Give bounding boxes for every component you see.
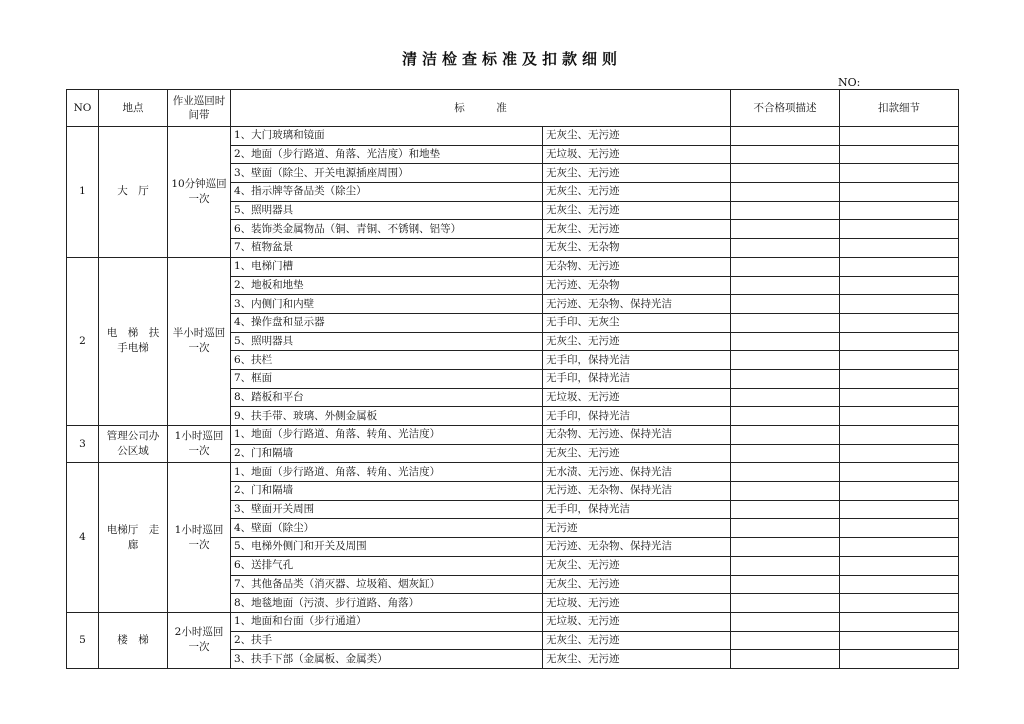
check-item: 3、扶手下部（金属板、金属类） bbox=[231, 650, 543, 669]
check-standard: 无灰尘、无污迹 bbox=[543, 127, 731, 146]
check-standard: 无灰尘、无杂物 bbox=[543, 239, 731, 258]
header-standard: 标 准 bbox=[231, 90, 731, 127]
check-standard: 无污迹、无杂物、保持光洁 bbox=[543, 482, 731, 501]
check-item: 4、壁面（除尘） bbox=[231, 519, 543, 538]
deduction-cell[interactable] bbox=[840, 332, 959, 351]
section-interval: 10分钟巡回一次 bbox=[168, 127, 231, 258]
header-location: 地点 bbox=[99, 90, 168, 127]
table-row bbox=[67, 257, 959, 276]
nonconform-cell[interactable] bbox=[731, 519, 840, 538]
check-standard: 无垃圾、无污迹 bbox=[543, 388, 731, 407]
nonconform-cell[interactable] bbox=[731, 500, 840, 519]
check-standard: 无灰尘、无污迹 bbox=[543, 556, 731, 575]
check-standard: 无灰尘、无污迹 bbox=[543, 201, 731, 220]
check-item: 1、大门玻璃和镜面 bbox=[231, 127, 543, 146]
section-number: 4 bbox=[67, 463, 99, 613]
table-row bbox=[67, 426, 959, 445]
check-item: 6、扶栏 bbox=[231, 351, 543, 370]
check-standard: 无灰尘、无污迹 bbox=[543, 631, 731, 650]
nonconform-cell[interactable] bbox=[731, 463, 840, 482]
check-item: 3、壁面开关周围 bbox=[231, 500, 543, 519]
section-number: 3 bbox=[67, 426, 99, 463]
section-number: 1 bbox=[67, 127, 99, 258]
check-item: 3、壁面（除尘、开关电源插座周围） bbox=[231, 164, 543, 183]
deduction-cell[interactable] bbox=[840, 463, 959, 482]
check-item: 5、照明器具 bbox=[231, 201, 543, 220]
check-item: 2、扶手 bbox=[231, 631, 543, 650]
section-interval: 2小时巡回一次 bbox=[168, 612, 231, 668]
check-item: 2、门和隔墙 bbox=[231, 444, 543, 463]
deduction-cell[interactable] bbox=[840, 145, 959, 164]
deduction-cell[interactable] bbox=[840, 313, 959, 332]
check-standard: 无手印，保持光洁 bbox=[543, 407, 731, 426]
deduction-cell[interactable] bbox=[840, 351, 959, 370]
section-location: 电 梯 扶手电梯 bbox=[99, 257, 168, 425]
check-item: 8、踏板和平台 bbox=[231, 388, 543, 407]
deduction-cell[interactable] bbox=[840, 519, 959, 538]
check-item: 4、操作盘和显示器 bbox=[231, 313, 543, 332]
check-item: 9、扶手带、玻璃、外侧金属板 bbox=[231, 407, 543, 426]
section-interval: 1小时巡回一次 bbox=[168, 426, 231, 463]
nonconform-cell[interactable] bbox=[731, 145, 840, 164]
nonconform-cell[interactable] bbox=[731, 444, 840, 463]
check-standard: 无灰尘、无污迹 bbox=[543, 444, 731, 463]
nonconform-cell[interactable] bbox=[731, 295, 840, 314]
page-title: 清洁检查标准及扣款细则 bbox=[401, 50, 622, 68]
check-item: 2、地面（步行路道、角落、光洁度）和地垫 bbox=[231, 145, 543, 164]
nonconform-cell[interactable] bbox=[731, 313, 840, 332]
deduction-cell[interactable] bbox=[840, 127, 959, 146]
section-location: 管理公司办公区域 bbox=[99, 426, 168, 463]
deduction-cell[interactable] bbox=[840, 239, 959, 258]
check-item: 1、电梯门槽 bbox=[231, 257, 543, 276]
check-item: 2、门和隔墙 bbox=[231, 482, 543, 501]
nonconform-cell[interactable] bbox=[731, 426, 840, 445]
section-number: 5 bbox=[67, 612, 99, 668]
nonconform-cell[interactable] bbox=[731, 332, 840, 351]
check-standard: 无手印，保持光洁 bbox=[543, 500, 731, 519]
check-standard: 无手印、无灰尘 bbox=[543, 313, 731, 332]
check-standard: 无垃圾、无污迹 bbox=[543, 145, 731, 164]
nonconform-cell[interactable] bbox=[731, 388, 840, 407]
check-standard: 无灰尘、无污迹 bbox=[543, 575, 731, 594]
deduction-cell[interactable] bbox=[840, 631, 959, 650]
nonconform-cell[interactable] bbox=[731, 164, 840, 183]
nonconform-cell[interactable] bbox=[731, 594, 840, 613]
deduction-cell[interactable] bbox=[840, 295, 959, 314]
deduction-cell[interactable] bbox=[840, 482, 959, 501]
nonconform-cell[interactable] bbox=[731, 201, 840, 220]
header-no: NO bbox=[67, 90, 99, 127]
deduction-cell[interactable] bbox=[840, 220, 959, 239]
check-standard: 无污迹、无杂物、保持光洁 bbox=[543, 538, 731, 557]
deduction-cell[interactable] bbox=[840, 164, 959, 183]
nonconform-cell[interactable] bbox=[731, 612, 840, 631]
header-nonconform: 不合格项描述 bbox=[731, 90, 840, 127]
check-standard: 无灰尘、无污迹 bbox=[543, 220, 731, 239]
check-item: 4、指示牌等备品类（除尘） bbox=[231, 183, 543, 202]
check-standard: 无灰尘、无污迹 bbox=[543, 332, 731, 351]
deduction-cell[interactable] bbox=[840, 257, 959, 276]
check-item: 6、装饰类金属物品（铜、青铜、不锈钢、铝等） bbox=[231, 220, 543, 239]
nonconform-cell[interactable] bbox=[731, 351, 840, 370]
nonconform-cell[interactable] bbox=[731, 631, 840, 650]
check-standard: 无垃圾、无污迹 bbox=[543, 612, 731, 631]
check-item: 7、其他备品类（消灭器、垃圾箱、烟灰缸） bbox=[231, 575, 543, 594]
nonconform-cell[interactable] bbox=[731, 257, 840, 276]
check-item: 8、地毯地面（污渍、步行道路、角落） bbox=[231, 594, 543, 613]
deduction-cell[interactable] bbox=[840, 276, 959, 295]
header-interval: 作业巡回时间带 bbox=[168, 90, 231, 127]
nonconform-cell[interactable] bbox=[731, 575, 840, 594]
section-interval: 半小时巡回一次 bbox=[168, 257, 231, 425]
nonconform-cell[interactable] bbox=[731, 276, 840, 295]
nonconform-cell[interactable] bbox=[731, 183, 840, 202]
check-item: 7、植物盆景 bbox=[231, 239, 543, 258]
check-standard: 无手印，保持光洁 bbox=[543, 369, 731, 388]
check-standard: 无灰尘、无污迹 bbox=[543, 650, 731, 669]
table-row bbox=[67, 612, 959, 631]
check-item: 6、送排气孔 bbox=[231, 556, 543, 575]
check-standard: 无灰尘、无污迹 bbox=[543, 183, 731, 202]
deduction-cell[interactable] bbox=[840, 388, 959, 407]
deduction-cell[interactable] bbox=[840, 575, 959, 594]
nonconform-cell[interactable] bbox=[731, 650, 840, 669]
table-row bbox=[67, 127, 959, 146]
deduction-cell[interactable] bbox=[840, 538, 959, 557]
check-item: 1、地面（步行路道、角落、转角、光洁度） bbox=[231, 426, 543, 445]
header-deduction: 扣款细节 bbox=[840, 90, 959, 127]
section-location: 大 厅 bbox=[99, 127, 168, 258]
inspection-table bbox=[66, 89, 959, 669]
nonconform-cell[interactable] bbox=[731, 556, 840, 575]
check-standard: 无污迹、无杂物、保持光洁 bbox=[543, 295, 731, 314]
check-item: 5、电梯外侧门和开关及周围 bbox=[231, 538, 543, 557]
check-standard: 无垃圾、无污迹 bbox=[543, 594, 731, 613]
deduction-cell[interactable] bbox=[840, 444, 959, 463]
check-standard: 无污迹 bbox=[543, 519, 731, 538]
deduction-cell[interactable] bbox=[840, 650, 959, 669]
check-item: 2、地板和地垫 bbox=[231, 276, 543, 295]
table-row bbox=[67, 463, 959, 482]
check-item: 1、地面（步行路道、角落、转角、光洁度） bbox=[231, 463, 543, 482]
deduction-cell[interactable] bbox=[840, 369, 959, 388]
check-item: 5、照明器具 bbox=[231, 332, 543, 351]
check-item: 7、框面 bbox=[231, 369, 543, 388]
nonconform-cell[interactable] bbox=[731, 369, 840, 388]
check-item: 1、地面和台面（步行通道） bbox=[231, 612, 543, 631]
document-number-label: NO: bbox=[838, 76, 861, 89]
table-body bbox=[67, 127, 959, 669]
check-standard: 无杂物、无污迹、保持光洁 bbox=[543, 426, 731, 445]
deduction-cell[interactable] bbox=[840, 426, 959, 445]
section-number: 2 bbox=[67, 257, 99, 425]
nonconform-cell[interactable] bbox=[731, 220, 840, 239]
deduction-cell[interactable] bbox=[840, 556, 959, 575]
check-standard: 无水渍、无污迹、保持光洁 bbox=[543, 463, 731, 482]
deduction-cell[interactable] bbox=[840, 201, 959, 220]
deduction-cell[interactable] bbox=[840, 612, 959, 631]
check-standard: 无杂物、无污迹 bbox=[543, 257, 731, 276]
deduction-cell[interactable] bbox=[840, 594, 959, 613]
deduction-cell[interactable] bbox=[840, 183, 959, 202]
section-interval: 1小时巡回一次 bbox=[168, 463, 231, 613]
nonconform-cell[interactable] bbox=[731, 239, 840, 258]
check-item: 3、内侧门和内壁 bbox=[231, 295, 543, 314]
nonconform-cell[interactable] bbox=[731, 482, 840, 501]
check-standard: 无污迹、无杂物 bbox=[543, 276, 731, 295]
nonconform-cell[interactable] bbox=[731, 407, 840, 426]
deduction-cell[interactable] bbox=[840, 500, 959, 519]
section-location: 电梯厅 走廊 bbox=[99, 463, 168, 613]
nonconform-cell[interactable] bbox=[731, 127, 840, 146]
check-standard: 无手印，保持光洁 bbox=[543, 351, 731, 370]
header-row bbox=[67, 90, 959, 127]
check-standard: 无灰尘、无污迹 bbox=[543, 164, 731, 183]
nonconform-cell[interactable] bbox=[731, 538, 840, 557]
deduction-cell[interactable] bbox=[840, 407, 959, 426]
section-location: 楼 梯 bbox=[99, 612, 168, 668]
